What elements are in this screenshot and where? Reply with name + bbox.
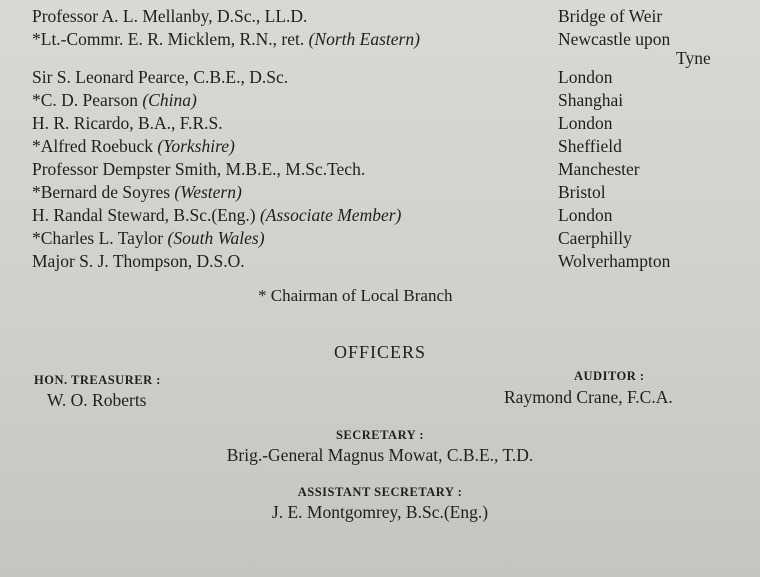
treasurer-name: W. O. Roberts (47, 390, 147, 410)
member-name-text: Professor A. L. Mellanby, D.Sc., LL.D. (32, 6, 308, 26)
footnote: * Chairman of Local Branch (258, 286, 453, 305)
member-name (32, 29, 420, 50)
member-branch: (Western) (174, 182, 242, 202)
member-place: London (558, 113, 613, 133)
member-place: Sheffield (558, 136, 622, 156)
member-place: Caerphilly (558, 228, 632, 248)
member-name (32, 228, 265, 249)
member-name (32, 205, 401, 226)
officers-heading: OFFICERS (333, 342, 427, 362)
member-place: Bridge of Weir (558, 6, 663, 26)
member-branch: (North Eastern) (308, 29, 420, 49)
member-name-text: *Charles L. Taylor (32, 228, 164, 248)
member-name-text: Major S. J. Thompson, D.S.O. (32, 251, 245, 271)
member-place: Newcastle upon (558, 29, 671, 49)
auditor-label: AUDITOR : (574, 369, 645, 383)
auditor-name: Raymond Crane, F.C.A. (504, 387, 673, 407)
member-name (32, 159, 365, 180)
secretary-label: SECRETARY : (335, 428, 425, 442)
member-name-text: Professor Dempster Smith, M.B.E., M.Sc.Tech. (32, 159, 366, 179)
member-place: London (558, 67, 613, 87)
member-name-text: *Bernard de Soyres (32, 182, 171, 202)
member-name (32, 67, 288, 88)
member-name-text: *Lt.-Commr. E. R. Micklem, R.N., ret. (32, 29, 305, 49)
member-name (32, 136, 235, 157)
assistant-secretary-name: J. E. Montgomrey, B.Sc.(Eng.) (271, 502, 489, 522)
member-branch: (Yorkshire) (157, 136, 235, 156)
assistant-secretary-label: ASSISTANT SECRETARY : (297, 485, 463, 499)
member-name (32, 251, 245, 272)
treasurer-label: HON. TREASURER : (34, 373, 161, 387)
member-name (32, 6, 307, 27)
member-name-text: Sir S. Leonard Pearce, C.B.E., D.Sc. (32, 67, 289, 87)
member-place: Manchester (558, 159, 640, 179)
member-branch: (South Wales) (167, 228, 265, 248)
member-place-continued: Tyne (676, 48, 711, 68)
member-branch: (Associate Member) (259, 205, 402, 225)
member-name-text: H. R. Ricardo, B.A., F.R.S. (32, 113, 223, 133)
member-name (32, 113, 223, 134)
member-name-text: *C. D. Pearson (32, 90, 138, 110)
member-name-text: H. Randal Steward, B.Sc.(Eng.) (32, 205, 256, 225)
member-name (32, 90, 197, 111)
member-place: Shanghai (558, 90, 624, 110)
member-branch: (China) (142, 90, 197, 110)
member-place: Wolverhampton (558, 251, 671, 271)
member-place: London (558, 205, 613, 225)
member-name-text: *Alfred Roebuck (32, 136, 154, 156)
secretary-name: Brig.-General Magnus Mowat, C.B.E., T.D. (226, 445, 534, 465)
member-place: Bristol (558, 182, 606, 202)
member-name (32, 182, 242, 203)
